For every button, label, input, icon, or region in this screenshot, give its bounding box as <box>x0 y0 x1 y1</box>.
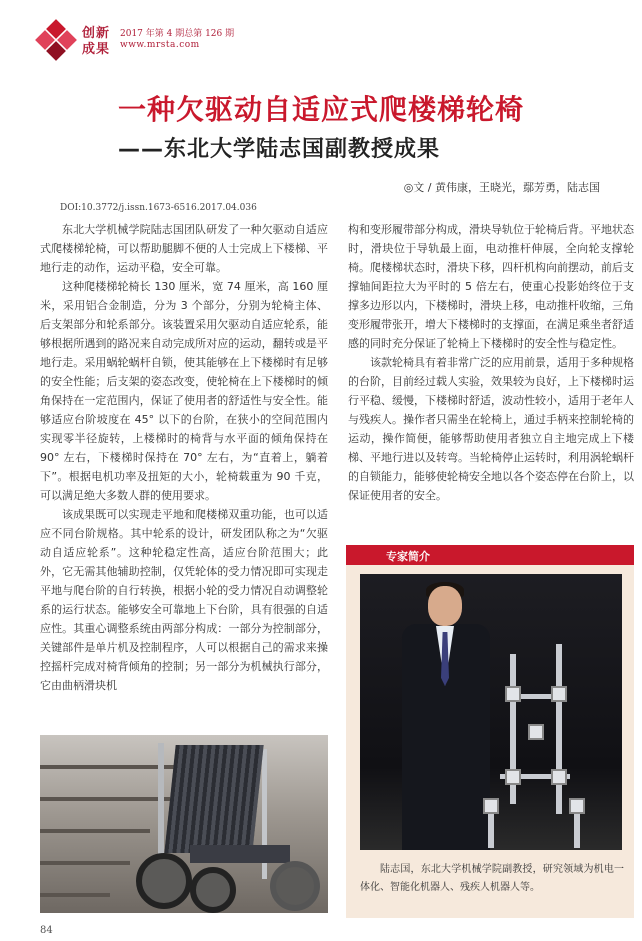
paragraph: 该成果既可以实现走平地和爬楼梯双重功能，也可以适应不同台阶规格。其中轮系的设计，研发团队称之为“欠驱动自适应轮系”。这种轮稳定性高，适应台阶范围大；此外，它无需其他辅助控制，仅凭轮体的受力情况即可实现走平地与爬台阶的自行转换，根据小轮的受力情况自动调整轮系的运行状态。能够安全可靠地上下台阶，具有很强的自适应性。其重心调整系统由两部分构成：一部分为控制部分，关键部件是单片机及控制程序，人可以根据自己的需求来操控摇杆完成对椅背倾角的控制；另一部分为机械执行部分，它由曲柄滑块机 <box>40 508 328 692</box>
paragraph: 该款轮椅具有着非常广泛的应用前景，适用于多种规格的台阶，目前经过载人实验，效果较为良好，上下楼梯时运行平稳、缓慢，下楼梯时舒适，波动性较小，适用于老年人与残疾人。操作者只需坐在轮椅上，通过手柄来控制轮椅的运动，操作简便，能够帮助使用者独立自主地完成上下楼梯、平地行进以及转弯。当轮椅停止运转时，利用涡轮蜗杆的自锁能力，能够使轮椅安全地以各个姿态停在台阶上，以保证使用者的安全。 <box>348 356 634 502</box>
doi: DOI:10.3772/j.issn.1673-6516.2017.04.036 <box>60 203 257 213</box>
issue-info: 2017 年第 4 期总第 126 期 <box>120 29 235 39</box>
article-title: 一种欠驱动自适应式爬楼梯轮椅 <box>117 93 524 126</box>
paragraph: 这种爬楼梯轮椅长 130 厘米，宽 74 厘米，高 160 厘米，采用铝合金制造，分为 3 个部分，分别为轮椅主体、后支架部分和轮系部分。该装置采用欠驱动自适应轮系，能够根据所遇到的路况来自动完成所对应的运动，翻转或是平地行走。采用蜗轮蜗杆自锁，使其能够在上下楼梯时有足够的安全性能；后支架的姿态改变，使轮椅在上下楼梯时的倾角保持在一定范围内，保证了使用者的舒适性与安全性。能够适应台阶坡度在 45° 以下的台阶，在狭小的空间范围内实现零半径旋转，上楼梯时的椅背与水平面的倾角保持在 90° 左右，下楼梯时保持在 70° 左右，为“直着上，躺着下”。根据电机功率及扭矩的大小，轮椅载重为 90 千克，可以满足绝大多数人群的使用要求。 <box>40 280 328 502</box>
masthead <box>38 20 598 60</box>
website-link[interactable]: www.mrsta.com <box>120 40 200 50</box>
authors: ◎文 / 黄伟康，王晓光，鄢芳勇，陆志国 <box>403 181 600 194</box>
left-column <box>40 220 328 695</box>
wheelchair-photo <box>40 735 328 913</box>
paragraph: 东北大学机械学院陆志国团队研发了一种欠驱动自适应式爬楼梯轮椅，可以帮助腿脚不便的人士完成上下楼梯、平地行走的动作，运动平稳，安全可靠。 <box>40 223 328 274</box>
brand-top: 创新 <box>82 26 111 41</box>
expert-label: 专家简介 <box>386 550 430 563</box>
article-subtitle: ——东北大学陆志国副教授成果 <box>118 137 441 162</box>
diamond-logo-icon <box>38 22 74 58</box>
brand-bottom: 成果 <box>82 42 111 57</box>
page-number: 84 <box>40 925 53 936</box>
expert-photo <box>360 574 622 850</box>
right-column <box>348 220 634 505</box>
expert-caption: 陆志国，东北大学机械学院副教授，研究领域为机电一体化、智能化机器人、残疾人机器人等。 <box>360 864 624 893</box>
paragraph: 构和变形履带部分构成，滑块导轨位于轮椅后背。平地状态时，滑块位于导轨最上面，电动推杆伸展，全向轮支撑轮椅。爬楼梯状态时，滑块下移，四杆机构向前摆动，前后支撑轴间距拉大为平时的 5 倍左右，使重心投影始终位于支撑多边形以内，下楼梯时，滑块上移，电动推杆收缩，三角变形履带张开，增大下楼梯时的支撑面，在满足乘坐者舒适感的同时充分保证了轮椅上下楼梯时的安全性与稳定性。 <box>348 223 634 350</box>
